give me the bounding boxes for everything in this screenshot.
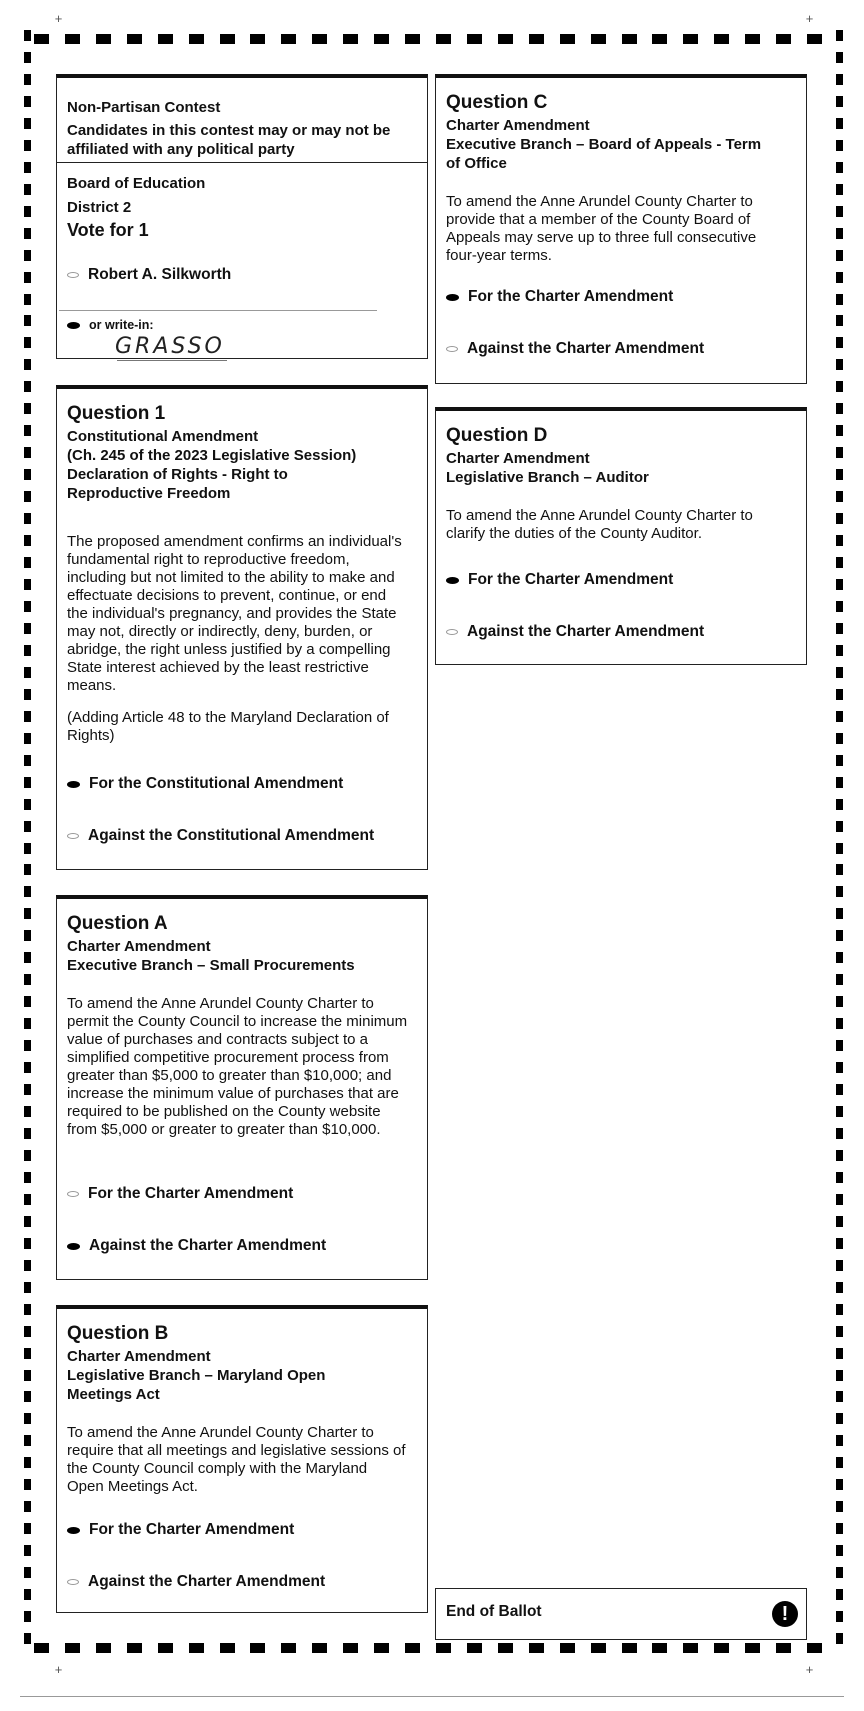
timing-mark — [65, 1643, 80, 1653]
timing-mark — [24, 1128, 31, 1139]
vote-for-label: Vote for 1 — [67, 220, 149, 240]
timing-mark — [24, 140, 31, 151]
timing-mark — [836, 1567, 843, 1578]
timing-mark — [24, 30, 31, 41]
oval-filled-icon[interactable] — [67, 322, 80, 329]
timing-mark — [24, 1633, 31, 1644]
timing-mark — [24, 52, 31, 63]
timing-mark — [24, 821, 31, 832]
option-label: Against the Charter Amendment — [89, 1237, 327, 1254]
timing-mark — [467, 34, 482, 44]
candidate-name: Robert A. Silkworth — [88, 266, 232, 283]
timing-mark — [836, 118, 843, 129]
timing-mark — [836, 1150, 843, 1161]
timing-mark — [24, 1413, 31, 1424]
timing-mark — [250, 34, 265, 44]
timing-mark — [836, 733, 843, 744]
timing-mark — [836, 1194, 843, 1205]
oval-filled-icon[interactable] — [67, 1527, 80, 1534]
writein-line-top — [59, 310, 377, 311]
timing-mark — [836, 1370, 843, 1381]
timing-mark — [24, 1194, 31, 1205]
timing-mark — [24, 1172, 31, 1183]
timing-mark — [250, 1643, 265, 1653]
oval-empty-icon[interactable] — [67, 1579, 79, 1585]
timing-mark — [591, 1643, 606, 1653]
timing-mark — [836, 228, 843, 239]
timing-mark — [24, 96, 31, 107]
timing-mark — [24, 359, 31, 370]
timing-mark — [836, 579, 843, 590]
timing-mark — [24, 1260, 31, 1271]
option-against[interactable] — [67, 1237, 326, 1255]
timing-mark — [836, 645, 843, 656]
option-for[interactable] — [67, 775, 343, 793]
timing-mark — [24, 337, 31, 348]
question-subtitle: Declaration of Rights - Right to Reproductive Freedom — [67, 466, 288, 502]
crop-mark-icon: + — [805, 1662, 814, 1677]
timing-mark — [652, 34, 667, 44]
option-for[interactable] — [446, 571, 673, 589]
timing-mark — [836, 1040, 843, 1051]
timing-mark — [374, 34, 389, 44]
timing-mark — [436, 1643, 451, 1653]
crop-mark-icon: + — [54, 1662, 63, 1677]
timing-mark — [24, 1523, 31, 1534]
timing-mark — [836, 96, 843, 107]
timing-mark — [24, 206, 31, 217]
oval-filled-icon[interactable] — [67, 781, 80, 788]
office-title: Board of Education — [67, 175, 206, 192]
timing-mark — [343, 34, 358, 44]
timing-mark — [836, 535, 843, 546]
question-subtitle: Charter Amendment — [446, 117, 590, 134]
question-subtitle: Executive Branch – Small Procurements — [67, 957, 355, 974]
timing-mark — [24, 777, 31, 788]
option-label: Against the Charter Amendment — [88, 1573, 326, 1590]
option-label: Against the Charter Amendment — [467, 623, 705, 640]
timing-mark — [836, 315, 843, 326]
question-text: The proposed amendment confirms an individual's fundamental right to reproductive freedom, including but not limited to the ability to make and effectuate decisions to prevent, continue, or end the individual's pregnancy, and provides the State may not, directly or indirectly, deny, burden, or abridge, the right unless justified by a compelling State interest achieved by the least restrictive means. — [67, 533, 402, 694]
timing-mark — [24, 996, 31, 1007]
timing-mark — [652, 1643, 667, 1653]
timing-mark — [498, 1643, 513, 1653]
question-text: To amend the Anne Arundel County Charter to clarify the duties of the County Auditor. — [446, 507, 753, 542]
timing-mark — [836, 1479, 843, 1490]
timing-mark — [343, 1643, 358, 1653]
option-label: For the Charter Amendment — [88, 1185, 294, 1202]
option-against[interactable] — [67, 827, 374, 845]
timing-mark — [560, 34, 575, 44]
timing-mark — [836, 1326, 843, 1337]
oval-empty-icon[interactable] — [67, 272, 79, 278]
oval-filled-icon[interactable] — [446, 577, 459, 584]
question-subtitle: Charter Amendment — [67, 1348, 211, 1365]
timing-mark — [807, 34, 822, 44]
timing-mark — [836, 952, 843, 963]
timing-mark — [836, 206, 843, 217]
timing-mark — [24, 1348, 31, 1359]
question-subtitle: Charter Amendment — [67, 938, 211, 955]
timing-mark — [24, 579, 31, 590]
question-b — [56, 1305, 428, 1613]
timing-mark — [24, 513, 31, 524]
timing-mark — [24, 623, 31, 634]
timing-mark — [836, 1282, 843, 1293]
question-subtitle: Executive Branch – Board of Appeals - Term of Office — [446, 136, 762, 172]
timing-mark — [24, 755, 31, 766]
timing-mark — [24, 1501, 31, 1512]
timing-mark — [714, 1643, 729, 1653]
question-title: Question C — [446, 92, 548, 113]
timing-mark — [622, 34, 637, 44]
contest-header: Non-Partisan Contest — [67, 99, 221, 116]
timing-mark — [836, 74, 843, 85]
crop-mark-icon: + — [54, 11, 63, 26]
party-note: Candidates in this contest may or may not be affiliated with any political party — [67, 122, 391, 158]
timing-mark — [127, 34, 142, 44]
timing-mark — [158, 34, 173, 44]
timing-mark — [467, 1643, 482, 1653]
timing-mark — [836, 1238, 843, 1249]
timing-mark — [24, 1304, 31, 1315]
timing-mark — [24, 1282, 31, 1293]
timing-mark — [836, 1435, 843, 1446]
timing-mark — [836, 294, 843, 305]
timing-mark — [529, 34, 544, 44]
timing-mark — [24, 535, 31, 546]
timing-mark — [836, 711, 843, 722]
timing-mark — [836, 974, 843, 985]
timing-mark — [836, 886, 843, 897]
timing-mark — [312, 1643, 327, 1653]
timing-mark — [836, 799, 843, 810]
timing-mark — [220, 1643, 235, 1653]
timing-mark — [836, 1611, 843, 1622]
timing-mark — [836, 689, 843, 700]
timing-mark — [24, 1238, 31, 1249]
timing-mark — [24, 469, 31, 480]
timing-marks-right — [836, 30, 844, 1655]
timing-mark — [836, 469, 843, 480]
timing-mark — [24, 491, 31, 502]
writein-option[interactable] — [67, 318, 154, 332]
timing-mark — [836, 1106, 843, 1117]
timing-mark — [281, 1643, 296, 1653]
timing-mark — [24, 952, 31, 963]
timing-mark — [836, 337, 843, 348]
option-against[interactable] — [446, 340, 704, 358]
timing-mark — [24, 1370, 31, 1381]
option-label: For the Charter Amendment — [468, 288, 674, 305]
timing-mark — [34, 34, 49, 44]
timing-mark — [281, 34, 296, 44]
timing-mark — [24, 1567, 31, 1578]
timing-mark — [836, 1260, 843, 1271]
timing-mark — [24, 886, 31, 897]
timing-mark — [836, 1391, 843, 1402]
timing-mark — [24, 1457, 31, 1468]
timing-mark — [374, 1643, 389, 1653]
question-c — [435, 74, 807, 384]
timing-mark — [24, 1106, 31, 1117]
timing-mark — [836, 1457, 843, 1468]
timing-mark — [836, 250, 843, 261]
timing-mark — [24, 250, 31, 261]
question-subtitle: (Ch. 245 of the 2023 Legislative Session) — [67, 447, 357, 464]
timing-mark — [24, 711, 31, 722]
timing-mark — [836, 272, 843, 283]
timing-mark — [24, 74, 31, 85]
timing-mark — [836, 1589, 843, 1600]
timing-mark — [836, 623, 843, 634]
timing-marks-bottom — [30, 1643, 834, 1653]
timing-mark — [24, 601, 31, 612]
timing-mark — [776, 34, 791, 44]
timing-mark — [836, 513, 843, 524]
question-subtitle: Charter Amendment — [446, 450, 590, 467]
timing-mark — [498, 34, 513, 44]
question-subtitle: Constitutional Amendment — [67, 428, 259, 445]
question-title: Question A — [67, 913, 168, 934]
timing-mark — [836, 843, 843, 854]
timing-mark — [24, 1062, 31, 1073]
timing-mark — [836, 403, 843, 414]
timing-mark — [24, 228, 31, 239]
timing-marks-top — [30, 34, 834, 44]
timing-mark — [24, 974, 31, 985]
timing-mark — [24, 294, 31, 305]
timing-mark — [24, 447, 31, 458]
timing-mark — [189, 34, 204, 44]
timing-mark — [24, 689, 31, 700]
timing-mark — [24, 799, 31, 810]
timing-mark — [836, 1172, 843, 1183]
timing-mark — [24, 162, 31, 173]
district-label: District 2 — [67, 199, 132, 216]
timing-mark — [560, 1643, 575, 1653]
option-label: For the Constitutional Amendment — [89, 775, 344, 792]
timing-mark — [24, 184, 31, 195]
timing-mark — [24, 645, 31, 656]
timing-mark — [591, 34, 606, 44]
timing-mark — [220, 34, 235, 44]
timing-mark — [158, 1643, 173, 1653]
question-subtitle: Legislative Branch – Auditor — [446, 469, 649, 486]
timing-mark — [714, 34, 729, 44]
timing-mark — [24, 1040, 31, 1051]
option-for[interactable] — [67, 1185, 293, 1203]
timing-mark — [24, 667, 31, 678]
candidate-option[interactable] — [67, 266, 231, 284]
writein-value[interactable]: GRASSO — [115, 334, 225, 359]
bottom-rule — [20, 1696, 844, 1697]
timing-mark — [836, 996, 843, 1007]
timing-mark — [24, 272, 31, 283]
timing-mark — [836, 1348, 843, 1359]
timing-mark — [836, 447, 843, 458]
timing-mark — [836, 30, 843, 41]
timing-mark — [836, 864, 843, 875]
timing-mark — [836, 1304, 843, 1315]
timing-mark — [24, 930, 31, 941]
timing-mark — [312, 34, 327, 44]
option-label: Against the Constitutional Amendment — [88, 827, 375, 844]
question-title: Question B — [67, 1323, 169, 1344]
timing-mark — [405, 34, 420, 44]
timing-mark — [836, 184, 843, 195]
oval-empty-icon[interactable] — [67, 833, 79, 839]
exclamation-icon: ! — [772, 1601, 798, 1627]
timing-mark — [24, 1326, 31, 1337]
oval-empty-icon[interactable] — [67, 1191, 79, 1197]
timing-mark — [745, 34, 760, 44]
timing-mark — [34, 1643, 49, 1653]
question-text-note: (Adding Article 48 to the Maryland Declaration of Rights) — [67, 709, 389, 744]
timing-mark — [24, 843, 31, 854]
timing-mark — [683, 1643, 698, 1653]
option-for[interactable] — [446, 288, 673, 306]
timing-mark — [836, 162, 843, 173]
crop-mark-icon: + — [805, 11, 814, 26]
timing-mark — [836, 1062, 843, 1073]
question-1 — [56, 385, 428, 870]
timing-mark — [836, 930, 843, 941]
timing-mark — [189, 1643, 204, 1653]
question-text: To amend the Anne Arundel County Charter to require that all meetings and legislative sessions of the County Council comply with the Maryland Open Meetings Act. — [67, 1424, 406, 1495]
contest-board-of-education — [56, 74, 428, 359]
timing-mark — [836, 1084, 843, 1095]
timing-mark — [683, 34, 698, 44]
timing-mark — [24, 1084, 31, 1095]
timing-mark — [622, 1643, 637, 1653]
question-title: Question 1 — [67, 403, 166, 424]
option-label: For the Charter Amendment — [468, 571, 674, 588]
timing-mark — [836, 381, 843, 392]
option-label: Against the Charter Amendment — [467, 340, 705, 357]
end-of-ballot — [435, 1588, 807, 1640]
timing-mark — [24, 864, 31, 875]
timing-mark — [807, 1643, 822, 1653]
timing-mark — [24, 557, 31, 568]
question-title: Question D — [446, 425, 548, 446]
timing-mark — [836, 1128, 843, 1139]
timing-mark — [776, 1643, 791, 1653]
question-subtitle: Legislative Branch – Maryland Open Meetings Act — [67, 1367, 326, 1403]
timing-mark — [836, 908, 843, 919]
timing-mark — [836, 557, 843, 568]
option-label: For the Charter Amendment — [89, 1521, 295, 1538]
timing-mark — [745, 1643, 760, 1653]
timing-mark — [24, 1589, 31, 1600]
timing-mark — [24, 1611, 31, 1622]
timing-mark — [436, 34, 451, 44]
timing-mark — [836, 52, 843, 63]
timing-mark — [24, 381, 31, 392]
timing-mark — [24, 1018, 31, 1029]
timing-mark — [836, 491, 843, 502]
timing-mark — [836, 777, 843, 788]
timing-mark — [836, 667, 843, 678]
timing-mark — [24, 1479, 31, 1490]
timing-mark — [836, 755, 843, 766]
timing-mark — [836, 1633, 843, 1644]
timing-mark — [24, 425, 31, 436]
question-a — [56, 895, 428, 1280]
oval-empty-icon[interactable] — [446, 629, 458, 635]
end-of-ballot-label: End of Ballot — [446, 1603, 542, 1620]
timing-mark — [836, 1018, 843, 1029]
timing-mark — [836, 359, 843, 370]
timing-mark — [65, 34, 80, 44]
timing-mark — [836, 1216, 843, 1227]
timing-mark — [24, 908, 31, 919]
option-against[interactable] — [67, 1573, 325, 1591]
timing-mark — [24, 403, 31, 414]
option-for[interactable] — [67, 1521, 294, 1539]
timing-mark — [405, 1643, 420, 1653]
oval-empty-icon[interactable] — [446, 346, 458, 352]
timing-mark — [836, 821, 843, 832]
timing-mark — [24, 733, 31, 744]
writein-label: or write-in: — [89, 318, 154, 332]
timing-mark — [836, 1545, 843, 1556]
option-against[interactable] — [446, 623, 704, 641]
timing-mark — [96, 1643, 111, 1653]
timing-mark — [24, 315, 31, 326]
question-text: To amend the Anne Arundel County Charter to permit the County Council to increase the minimum value of purchases and contracts subject to a simplified competitive procurement process from greater than $5,000 to greater than $10,000; and increase the minimum value of purchases that are required to be published on the County website from $5,000 or greater to greater than $10,000. — [67, 995, 408, 1138]
timing-mark — [24, 1391, 31, 1402]
timing-mark — [24, 1435, 31, 1446]
timing-mark — [127, 1643, 142, 1653]
question-d — [435, 407, 807, 665]
timing-mark — [24, 1216, 31, 1227]
timing-mark — [836, 1413, 843, 1424]
timing-mark — [529, 1643, 544, 1653]
oval-filled-icon[interactable] — [446, 294, 459, 301]
timing-mark — [96, 34, 111, 44]
timing-mark — [836, 1523, 843, 1534]
timing-marks-left — [24, 30, 32, 1655]
question-text: To amend the Anne Arundel County Charter to provide that a member of the County Board of Appeals may serve up to three full consecutive four-year terms. — [446, 193, 757, 264]
timing-mark — [24, 1150, 31, 1161]
timing-mark — [24, 118, 31, 129]
writein-underline — [117, 360, 227, 361]
timing-mark — [836, 1501, 843, 1512]
timing-mark — [836, 140, 843, 151]
timing-mark — [836, 601, 843, 612]
oval-filled-icon[interactable] — [67, 1243, 80, 1250]
timing-mark — [24, 1545, 31, 1556]
timing-mark — [836, 425, 843, 436]
